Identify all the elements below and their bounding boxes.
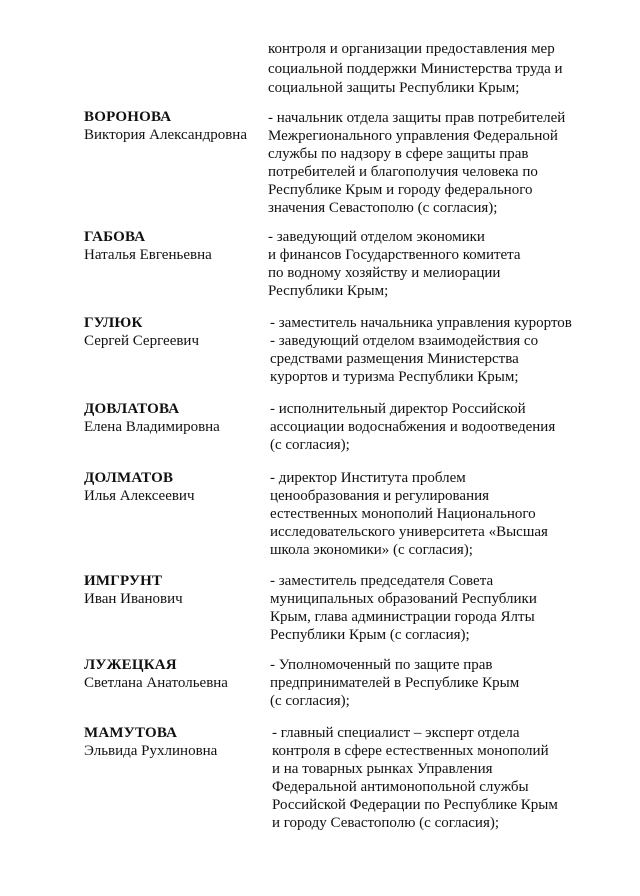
- member-role-line: школа экономики» (с согласия);: [270, 542, 473, 558]
- member-role-line: Крым, глава администрации города Ялты: [270, 609, 535, 625]
- member-role-line: - главный специалист – эксперт отдела: [272, 725, 520, 741]
- member-role-line: Республике Крым и городу федерального: [268, 182, 533, 198]
- member-role-line: Федеральной антимонопольной службы: [272, 779, 529, 795]
- member-surname: ВОРОНОВА: [84, 109, 172, 125]
- member-role-line: по водному хозяйству и мелиорации: [268, 265, 501, 281]
- member-surname: ГУЛЮК: [84, 315, 143, 331]
- member-role-line: Межрегионального управления Федеральной: [268, 128, 558, 144]
- member-role-line: естественных монополий Национального: [270, 506, 536, 522]
- member-role-line: - заместитель председателя Совета: [270, 573, 494, 589]
- intro-line: социальной поддержки Министерства труда и: [268, 61, 563, 77]
- member-given-name: Виктория Александровна: [84, 127, 247, 143]
- intro-line: социальной защиты Республики Крым;: [268, 80, 520, 96]
- member-given-name: Сергей Сергеевич: [84, 333, 200, 349]
- member-given-name: Светлана Анатольевна: [84, 675, 228, 691]
- member-surname: ДОВЛАТОВА: [84, 401, 180, 417]
- member-role-line: - Уполномоченный по защите прав: [270, 657, 493, 673]
- member-role-line: - заместитель начальника управления курортов: [270, 315, 572, 331]
- member-surname: МАМУТОВА: [84, 725, 178, 741]
- member-role-line: ценообразования и регулирования: [270, 488, 490, 504]
- member-role-line: ассоциации водоснабжения и водоотведения: [270, 419, 556, 435]
- member-given-name: Илья Алексеевич: [84, 488, 195, 504]
- member-surname: ДОЛМАТОВ: [84, 470, 174, 486]
- member-role-line: средствами размещения Министерства: [270, 351, 519, 367]
- member-role-line: контроля в сфере естественных монополий: [272, 743, 549, 759]
- member-role-line: - заведующий отделом экономики: [268, 229, 485, 245]
- member-role-line: Республики Крым (с согласия);: [270, 627, 470, 643]
- member-role-line: потребителей и благополучия человека по: [268, 164, 538, 180]
- member-given-name: Иван Иванович: [84, 591, 183, 607]
- member-role-line: исследовательского университета «Высшая: [270, 524, 548, 540]
- member-role-line: и финансов Государственного комитета: [268, 247, 521, 263]
- member-given-name: Елена Владимировна: [84, 419, 220, 435]
- member-role-line: Российской Федерации по Республике Крым: [272, 797, 558, 813]
- member-role-line: курортов и туризма Республики Крым;: [270, 369, 519, 385]
- member-role-line: муниципальных образований Республики: [270, 591, 537, 607]
- member-role-line: Республики Крым;: [268, 283, 389, 299]
- member-role-line: (с согласия);: [270, 437, 350, 453]
- member-role-line: - начальник отдела защиты прав потребителей: [268, 110, 566, 126]
- member-role-line: и на товарных рынках Управления: [272, 761, 493, 777]
- member-surname: ЛУЖЕЦКАЯ: [84, 657, 177, 673]
- member-surname: ГАБОВА: [84, 229, 146, 245]
- member-role-line: - директор Института проблем: [270, 470, 466, 486]
- member-given-name: Наталья Евгеньевна: [84, 247, 212, 263]
- member-surname: ИМГРУНТ: [84, 573, 163, 589]
- member-role-line: и городу Севастополю (с согласия);: [272, 815, 500, 831]
- intro-line: контроля и организации предоставления мер: [268, 41, 555, 57]
- member-role-line: службы по надзору в сфере защиты прав: [268, 146, 529, 162]
- member-role-line: - заведующий отделом взаимодействия со: [270, 333, 539, 349]
- member-role-line: (с согласия);: [270, 693, 350, 709]
- member-role-line: предпринимателей в Республике Крым: [270, 675, 520, 691]
- member-role-line: - исполнительный директор Российской: [270, 401, 526, 417]
- member-role-line: значения Севастополю (с согласия);: [268, 200, 498, 216]
- member-given-name: Эльвида Рухлиновна: [84, 743, 218, 759]
